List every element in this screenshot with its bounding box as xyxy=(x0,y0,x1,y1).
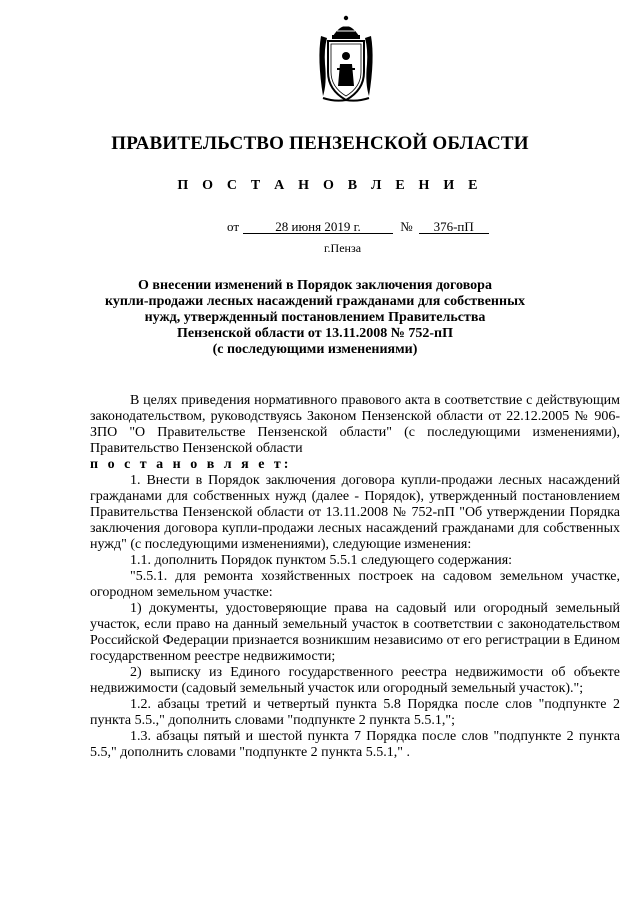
organization-name: ПРАВИТЕЛЬСТВО ПЕНЗЕНСКОЙ ОБЛАСТИ xyxy=(111,133,529,154)
title-line: купли-продажи лесных насаждений гражданами для собственных xyxy=(104,294,525,309)
paragraph-1-2: 1.2. абзацы третий и четвертый пункта 5.8 Порядка после слов "подпункте 2 пункта 5.5.," дополнить словами "подпункте 2 пункта 5.5.1,"; xyxy=(90,697,620,728)
preamble-text: В целях приведения нормативного правового акта в соответствие с действующим законодательством, руководствуясь Законом Пензенской области от 22.12.2005 № 906-ЗПО "О Правительстве Пензенской области" (с последующими изменениями), Правительство Пензенской области xyxy=(90,393,620,456)
paragraph-1-1-quote: "5.5.1. для ремонта хозяйственных построек на садовом земельном участке, огородном земельном участке: xyxy=(90,569,620,600)
paragraph-1-1-item-1: 1) документы, удостоверяющие права на садовый или огородный земельный участок, если право на данный земельный участок в соответствии с законодательством Российской Федерации признается возникшим независимо от его регистрации в Едином государственном реестре недвижимости; xyxy=(90,601,620,664)
paragraph-1-3: 1.3. абзацы пятый и шестой пункта 7 Порядка после слов "подпункте 2 пункта 5.5," дополнить словами "подпункте 2 пункта 5.5.1," . xyxy=(90,729,620,760)
paragraph-1: 1. Внести в Порядок заключения договора купли-продажи лесных насаждений гражданами для собственных нужд (далее - Порядок), утвержденный постановлением Правительства Пензенской области от 13.11.2008 № 752-пП "Об утверждении Порядка заключения договора купли-продажи лесных насаждений гражданами для собственных нужд" (с последующими изменениями), следующие изменения: xyxy=(90,473,620,552)
coat-of-arms-emblem xyxy=(315,14,377,104)
resolves-word: п о с т а н о в л я е т: xyxy=(90,457,292,472)
preamble-paragraph xyxy=(90,393,620,473)
title-line: (с последующими изменениями) xyxy=(212,342,418,357)
title-line: О внесении изменений в Порядок заключения договора xyxy=(138,278,492,293)
document-type: П О С Т А Н О В Л Е Н И Е xyxy=(177,178,483,193)
document-title xyxy=(95,278,535,358)
document-body xyxy=(90,393,620,761)
paragraph-1-1-item-2: 2) выписку из Единого государственного реестра недвижимости об объекте недвижимости (садовый земельный участок или огородный земельный участок)."; xyxy=(90,665,620,696)
city: г.Пенза xyxy=(323,241,362,255)
document-number: 376-пП xyxy=(419,220,489,234)
title-line: Пензенской области от 13.11.2008 № 752-пП xyxy=(176,326,453,341)
date-prefix: от xyxy=(227,219,240,234)
number-prefix: № xyxy=(400,219,413,234)
paragraph-1-1: 1.1. дополнить Порядок пунктом 5.5.1 следующего содержания: xyxy=(130,553,513,568)
document-date: 28 июня 2019 г. xyxy=(243,220,393,234)
date-number-line xyxy=(227,219,489,235)
title-line: нужд, утвержденный постановлением Правительства xyxy=(144,310,486,325)
